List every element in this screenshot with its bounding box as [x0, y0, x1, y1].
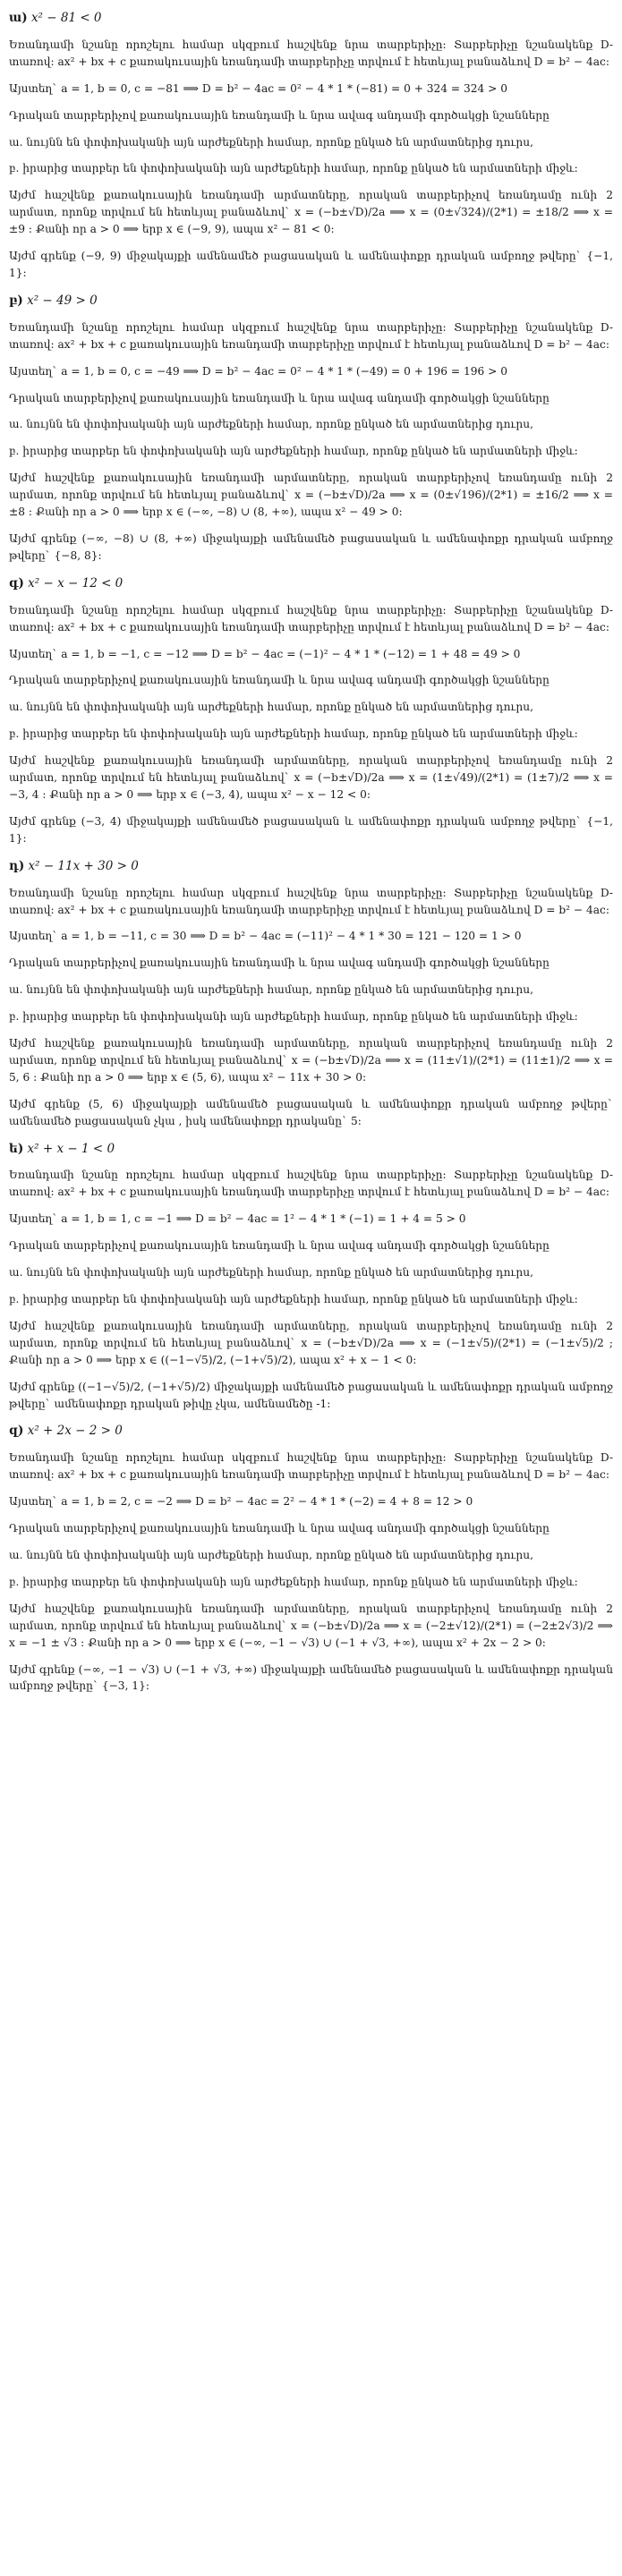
exercise-heading [9, 574, 613, 593]
inequality: x² + 2x − 2 > 0 [27, 1424, 123, 1439]
inequality: x² + x − 1 < 0 [27, 1141, 115, 1156]
exercise-heading [9, 1422, 613, 1441]
sign-rule-a: ա. նույնն են փոփոխականի այն արժեքների համար, որոնք ընկած են արմատներից դուրս, [9, 701, 533, 714]
discriminant-calc: Այստեղ` a = 1, b = 1, c = −1 ⟹ D = b² − 4ac = 1² − 4 * 1 * (−1) = 1 + 4 = 5 > 0 [9, 1212, 466, 1226]
sign-rule-intro: Դրական տարբերիչով քառակուսային եռանդամի և նրա ավագ անդամի գործակցի նշանները [9, 1522, 550, 1535]
answer: Այժմ գրենք ((−1−√5)/2, (−1+√5)/2) միջակայքի ամենամեծ բացասական և ամենափոքր դրական ամբողջ թվերը` ամենափոքր դրական թիվը չկա, ամենամեծը -1: [9, 1380, 613, 1410]
answer: Այժմ գրենք (−∞, −1 − √3) ∪ (−1 + √3, +∞) միջակայքի ամենամեծ բացասական և ամենափոքր դրական ամբողջ թվերը` {−3, 1}: [9, 1662, 613, 1693]
exercise-letter: բ) [9, 293, 23, 308]
exercise-letter: գ) [9, 575, 24, 591]
exercise-a [9, 9, 613, 282]
answer: Այժմ գրենք (−9, 9) միջակայքի ամենամեծ բացասական և ամենափոքր դրական ամբողջ թվերը` {−1, 1}: [9, 250, 613, 279]
discriminant-intro: Եռանդամի նշանը որոշելու համար սկզբում հաշվենք նրա տարբերիչը: Տարբերիչը նշանակենք D-տառով: ax² + bx + c քառակուսային եռանդամի տարբերիչը տրվում է հետևյալ բանաձևով D = b² − 4ac: [9, 1169, 613, 1199]
exercise-b [9, 292, 613, 565]
sign-rule-intro: Դրական տարբերիչով քառակուսային եռանդամի և նրա ավագ անդամի գործակցի նշանները [9, 391, 550, 404]
exercise-letter: դ) [9, 858, 25, 873]
sign-rule-b: բ. իրարից տարբեր են փոփոխականի այն արժեքների համար, որոնք ընկած են արմատների միջև: [9, 162, 578, 175]
exercise-heading [9, 9, 613, 28]
sign-rule-b: բ. իրարից տարբեր են փոփոխականի այն արժեքների համար, որոնք ընկած են արմատների միջև: [9, 1293, 578, 1306]
answer: Այժմ գրենք (−∞, −8) ∪ (8, +∞) միջակայքի ամենամեծ բացասական և ամենափոքր դրական ամբողջ թվերը` {−8, 8}: [9, 531, 613, 562]
exercise-heading [9, 1140, 613, 1159]
discriminant-calc: Այստեղ` a = 1, b = 2, c = −2 ⟹ D = b² − 4ac = 2² − 4 * 1 * (−2) = 4 + 8 = 12 > 0 [9, 1495, 473, 1509]
sign-rule-a: ա. նույնն են փոփոխականի այն արժեքների համար, որոնք ընկած են արմատներից դուրս, [9, 135, 533, 149]
exercise-letter: զ) [9, 1424, 24, 1439]
sign-rule-intro: Դրական տարբերիչով քառակուսային եռանդամի և նրա ավագ անդամի գործակցի նշանները [9, 956, 550, 970]
exercise-letter: ա) [9, 11, 28, 25]
sign-rule-b: բ. իրարից տարբեր են փոփոխականի այն արժեքների համար, որոնք ընկած են արմատների միջև: [9, 1010, 578, 1024]
roots-calc: Այժմ հաշվենք քառակուսային եռանդամի արմատները, որական տարբերիչով եռանդամը ունի 2 արմատ, որոնք տրվում են հետևյալ բանաձևով` x = (−b±√D)/2a ⟹ x = (11±√1)/(2*1) = (11±1)/2 ⟹ x = 5, 6 : Քանի որ a > 0 ⟹ երբ x ∈ (5, 6), ապա x² − 11x + 30 > 0: [9, 1037, 613, 1084]
discriminant-intro: Եռանդամի նշանը որոշելու համար սկզբում հաշվենք նրա տարբերիչը: Տարբերիչը նշանակենք D-տառով: ax² + bx + c քառակուսային եռանդամի տարբերիչը տրվում է հետևյալ բանաձևով D = b² − 4ac: [9, 1451, 613, 1482]
exercise-letter: ե) [9, 1141, 24, 1156]
sign-rule-b: բ. իրարից տարբեր են փոփոխականի այն արժեքների համար, որոնք ընկած են արմատների միջև: [9, 445, 578, 458]
sign-rule-intro: Դրական տարբերիչով քառակուսային եռանդամի և նրա ավագ անդամի գործակցի նշանները [9, 108, 550, 122]
answer: Այժմ գրենք (5, 6) միջակայքի ամենամեծ բացասական և ամենափոքր դրական ամբողջ թվերը` ամենամեծ բացասական չկա , իսկ ամենափոքր դրականը` 5: [9, 1097, 613, 1127]
inequality: x² − 11x + 30 > 0 [28, 858, 139, 873]
inequality: x² − 49 > 0 [27, 293, 98, 308]
discriminant-calc: Այստեղ` a = 1, b = −11, c = 30 ⟹ D = b² − 4ac = (−11)² − 4 * 1 * 30 = 121 − 120 = 1 > 0 [9, 930, 522, 943]
sign-rule-a: ա. նույնն են փոփոխականի այն արժեքների համար, որոնք ընկած են արմատներից դուրս, [9, 983, 533, 997]
roots-calc: Այժմ հաշվենք քառակուսային եռանդամի արմատները, որական տարբերիչով եռանդամը ունի 2 արմատ, որոնք տրվում են հետևյալ բանաձևով` x = (−b±√D)/2a ⟹ x = (−2±√12)/(2*1) = (−2±2√3)/2 ⟹ x = −1 ± √3 : Քանի որ a > 0 ⟹ երբ x ∈ (−∞, −1 − √3) ∪ (−1 + √3, +∞), ապա x² + 2x − 2 > 0: [9, 1602, 613, 1649]
sign-rule-intro: Դրական տարբերիչով քառակուսային եռանդամի և նրա ավագ անդամի գործակցի նշանները [9, 674, 550, 687]
exercise-e [9, 1140, 613, 1413]
sign-rule-b: բ. իրարից տարբեր են փոփոխականի այն արժեքների համար, որոնք ընկած են արմատների միջև: [9, 727, 578, 741]
sign-rule-a: ա. նույնն են փոփոխականի այն արժեքների համար, որոնք ընկած են արմատներից դուրս, [9, 1266, 533, 1279]
roots-calc: Այժմ հաշվենք քառակուսային եռանդամի արմատները, որական տարբերիչով եռանդամը ունի 2 արմատ, որոնք տրվում են հետևյալ բանաձևով` x = (−b±√D)/2a ⟹ x = (0±√196)/(2*1) = ±16/2 ⟹ x = ±8 : Քանի որ a > 0 ⟹ երբ x ∈ (−∞, −8) ∪ (8, +∞), ապա x² − 49 > 0: [9, 472, 613, 519]
sign-rule-intro: Դրական տարբերիչով քառակուսային եռանդամի և նրա ավագ անդամի գործակցի նշանները [9, 1239, 550, 1253]
sign-rule-a: ա. նույնն են փոփոխականի այն արժեքների համար, որոնք ընկած են արմատներից դուրս, [9, 1549, 533, 1561]
discriminant-intro: Եռանդամի նշանը որոշելու համար սկզբում հաշվենք նրա տարբերիչը: Տարբերիչը նշանակենք D-տառով: ax² + bx + c քառակուսային եռանդամի տարբերիչը տրվում է հետևյալ բանաձևով D = b² − 4ac: [9, 603, 613, 633]
inequality: x² − 81 < 0 [30, 11, 102, 25]
discriminant-intro: Եռանդամի նշանը որոշելու համար սկզբում հաշվենք նրա տարբերիչը: Տարբերիչը նշանակենք D-տառով: ax² + bx + c քառակուսային եռանդամի տարբերիչը տրվում է հետևյալ բանաձևով D = b² − 4ac: [9, 320, 613, 351]
exercise-heading [9, 292, 613, 310]
roots-calc: Այժմ հաշվենք քառակուսային եռանդամի արմատները, որական տարբերիչով եռանդամը ունի 2 արմատ, որոնք տրվում են հետևյալ բանաձևով` x = (−b±√D)/2a ⟹ x = (0±√324)/(2*1) = ±18/2 ⟹ x = ±9 : Քանի որ a > 0 ⟹ երբ x ∈ (−9, 9), ապա x² − 81 < 0: [9, 189, 613, 236]
discriminant-intro: Եռանդամի նշանը որոշելու համար սկզբում հաշվենք նրա տարբերիչը: Տարբերիչը նշանակենք D-տառով: ax² + bx + c քառակուսային եռանդամի տարբերիչը տրվում է հետևյալ բանաձևով D = b² − 4ac: [9, 38, 613, 68]
answer: Այժմ գրենք (−3, 4) միջակայքի ամենամեծ բացասական և ամենափոքր դրական ամբողջ թվերը` {−1, 1}: [9, 814, 613, 845]
exercise-f [9, 1422, 613, 1695]
exercise-d [9, 857, 613, 1130]
discriminant-calc: Այստեղ` a = 1, b = −1, c = −12 ⟹ D = b² − 4ac = (−1)² − 4 * 1 * (−12) = 1 + 48 = 49 > 0 [9, 647, 521, 660]
exercise-c [9, 574, 613, 847]
discriminant-intro: Եռանդամի նշանը որոշելու համար սկզբում հաշվենք նրա տարբերիչը: Տարբերիչը նշանակենք D-տառով: ax² + bx + c քառակուսային եռանդամի տարբերիչը տրվում է հետևյալ բանաձևով D = b² − 4ac: [9, 886, 613, 916]
roots-calc: Այժմ հաշվենք քառակուսային եռանդամի արմատները, որական տարբերիչով եռանդամը ունի 2 արմատ, որոնք տրվում են հետևյալ բանաձևով` x = (−b±√D)/2a ⟹ x = (−1±√5)/(2*1) = (−1±√5)/2 ; Քանի որ a > 0 ⟹ երբ x ∈ ((−1−√5)/2, (−1+√5)/2), ապա x² + x − 1 < 0: [9, 1319, 613, 1366]
exercise-heading [9, 857, 613, 876]
roots-calc: Այժմ հաշվենք քառակուսային եռանդամի արմատները, որական տարբերիչով եռանդամը ունի 2 արմատ, որոնք տրվում են հետևյալ բանաձևով` x = (−b±√D)/2a ⟹ x = (1±√49)/(2*1) = (1±7)/2 ⟹ x = −3, 4 : Քանի որ a > 0 ⟹ երբ x ∈ (−3, 4), ապա x² − x − 12 < 0: [9, 754, 613, 801]
inequality: x² − x − 12 < 0 [28, 575, 124, 591]
sign-rule-a: ա. նույնն են փոփոխականի այն արժեքների համար, որոնք ընկած են արմատներից դուրս, [9, 418, 533, 431]
discriminant-calc: Այստեղ` a = 1, b = 0, c = −81 ⟹ D = b² − 4ac = 0² − 4 * 1 * (−81) = 0 + 324 = 324 > 0 [9, 81, 507, 95]
discriminant-calc: Այստեղ` a = 1, b = 0, c = −49 ⟹ D = b² − 4ac = 0² − 4 * 1 * (−49) = 0 + 196 = 196 > 0 [9, 364, 507, 378]
sign-rule-b: բ. իրարից տարբեր են փոփոխականի այն արժեքների համար, որոնք ընկած են արմատների միջև: [9, 1575, 578, 1588]
